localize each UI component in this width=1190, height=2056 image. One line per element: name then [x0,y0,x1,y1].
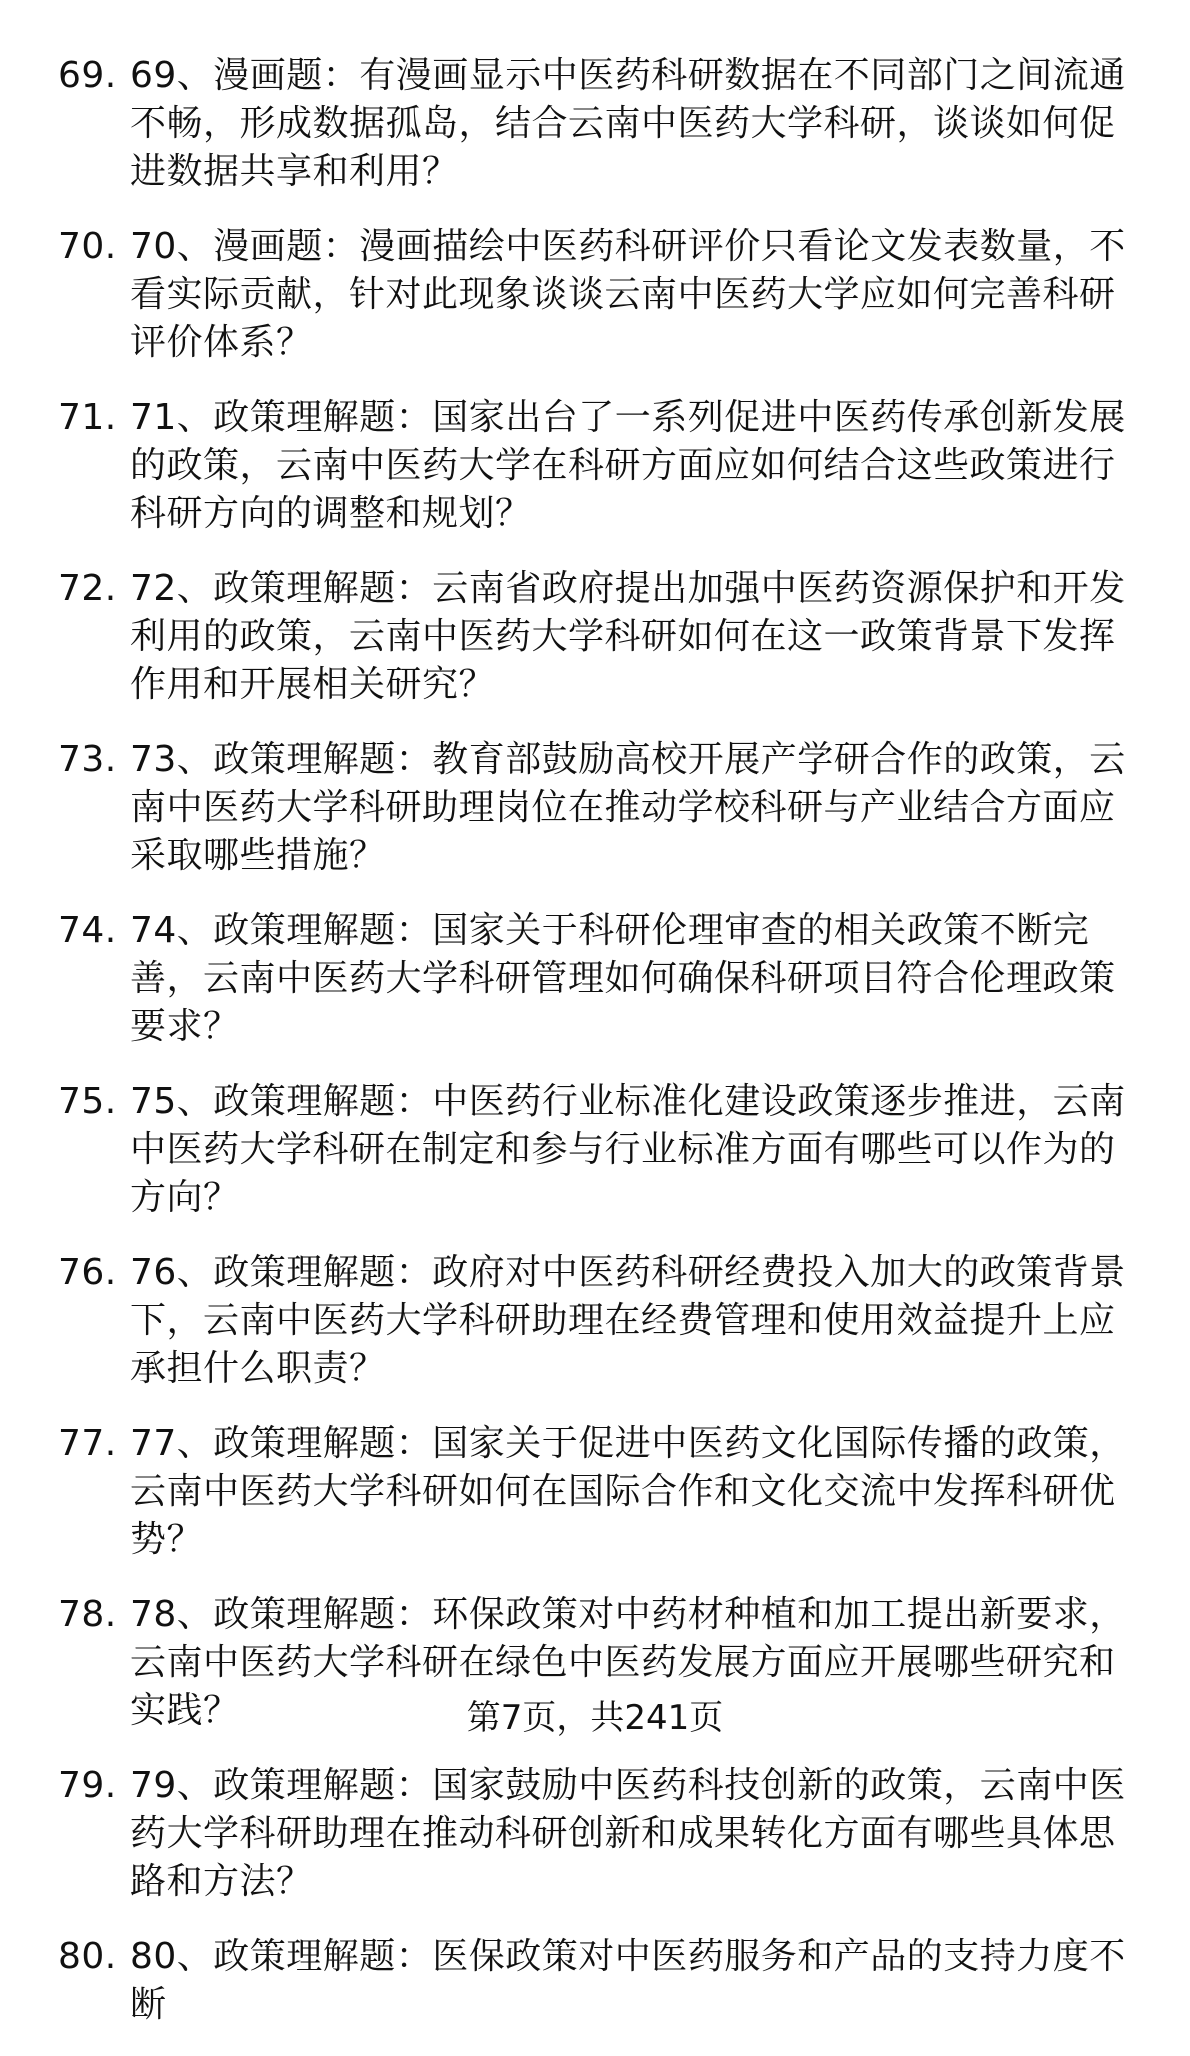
question-number: 77. [58,1423,117,1464]
question-item [58,1078,1148,1222]
question-item [58,1249,1148,1393]
question-text: 71、政策理解题：国家出台了一系列促进中医药传承创新发展的政策，云南中医药大学在科研方面应如何结合这些政策进行科研方向的调整和规划？ [130,397,1126,534]
question-number: 80. [58,1936,117,1977]
question-number: 75. [58,1081,117,1122]
question-number: 70. [58,226,117,267]
question-number: 72. [58,568,117,609]
question-text: 78、政策理解题：环保政策对中药材种植和加工提出新要求，云南中医药大学科研在绿色中医药发展方面应开展哪些研究和实践？ [130,1594,1126,1731]
question-text: 75、政策理解题：中医药行业标准化建设政策逐步推进，云南中医药大学科研在制定和参与行业标准方面有哪些可以作为的方向？ [130,1081,1126,1218]
question-item [58,52,1148,196]
question-item [58,1762,1148,1906]
question-list [58,52,1148,2056]
question-item [58,565,1148,709]
question-item [58,1933,1148,2029]
question-text: 80、政策理解题：医保政策对中医药服务和产品的支持力度不断 [130,1936,1126,2025]
question-item [58,223,1148,367]
question-text: 79、政策理解题：国家鼓励中医药科技创新的政策，云南中医药大学科研助理在推动科研创新和成果转化方面有哪些具体思路和方法？ [130,1765,1126,1902]
question-number: 78. [58,1594,117,1635]
question-item [58,907,1148,1051]
question-text: 70、漫画题：漫画描绘中医药科研评价只看论文发表数量，不看实际贡献，针对此现象谈谈云南中医药大学应如何完善科研评价体系？ [130,226,1126,363]
question-text: 76、政策理解题：政府对中医药科研经费投入加大的政策背景下，云南中医药大学科研助理在经费管理和使用效益提升上应承担什么职责？ [130,1252,1126,1389]
question-text: 69、漫画题：有漫画显示中医药科研数据在不同部门之间流通不畅，形成数据孤岛，结合云南中医药大学科研，谈谈如何促进数据共享和利用？ [130,55,1126,192]
question-number: 71. [58,397,117,438]
question-number: 69. [58,55,117,96]
question-item [58,1420,1148,1564]
question-number: 74. [58,910,117,951]
question-number: 79. [58,1765,117,1806]
question-text: 77、政策理解题：国家关于促进中医药文化国际传播的政策，云南中医药大学科研如何在国际合作和文化交流中发挥科研优势？ [130,1423,1126,1560]
question-item [58,736,1148,880]
question-item [58,394,1148,538]
question-text: 72、政策理解题：云南省政府提出加强中医药资源保护和开发利用的政策，云南中医药大学科研如何在这一政策背景下发挥作用和开展相关研究？ [130,568,1126,705]
question-number: 76. [58,1252,117,1293]
question-text: 74、政策理解题：国家关于科研伦理审查的相关政策不断完善，云南中医药大学科研管理如何确保科研项目符合伦理政策要求？ [130,910,1116,1047]
page-number-footer: 第7页，共241页 [466,1698,724,1738]
question-number: 73. [58,739,117,780]
question-text: 73、政策理解题：教育部鼓励高校开展产学研合作的政策，云南中医药大学科研助理岗位在推动学校科研与产业结合方面应采取哪些措施？ [130,739,1126,876]
